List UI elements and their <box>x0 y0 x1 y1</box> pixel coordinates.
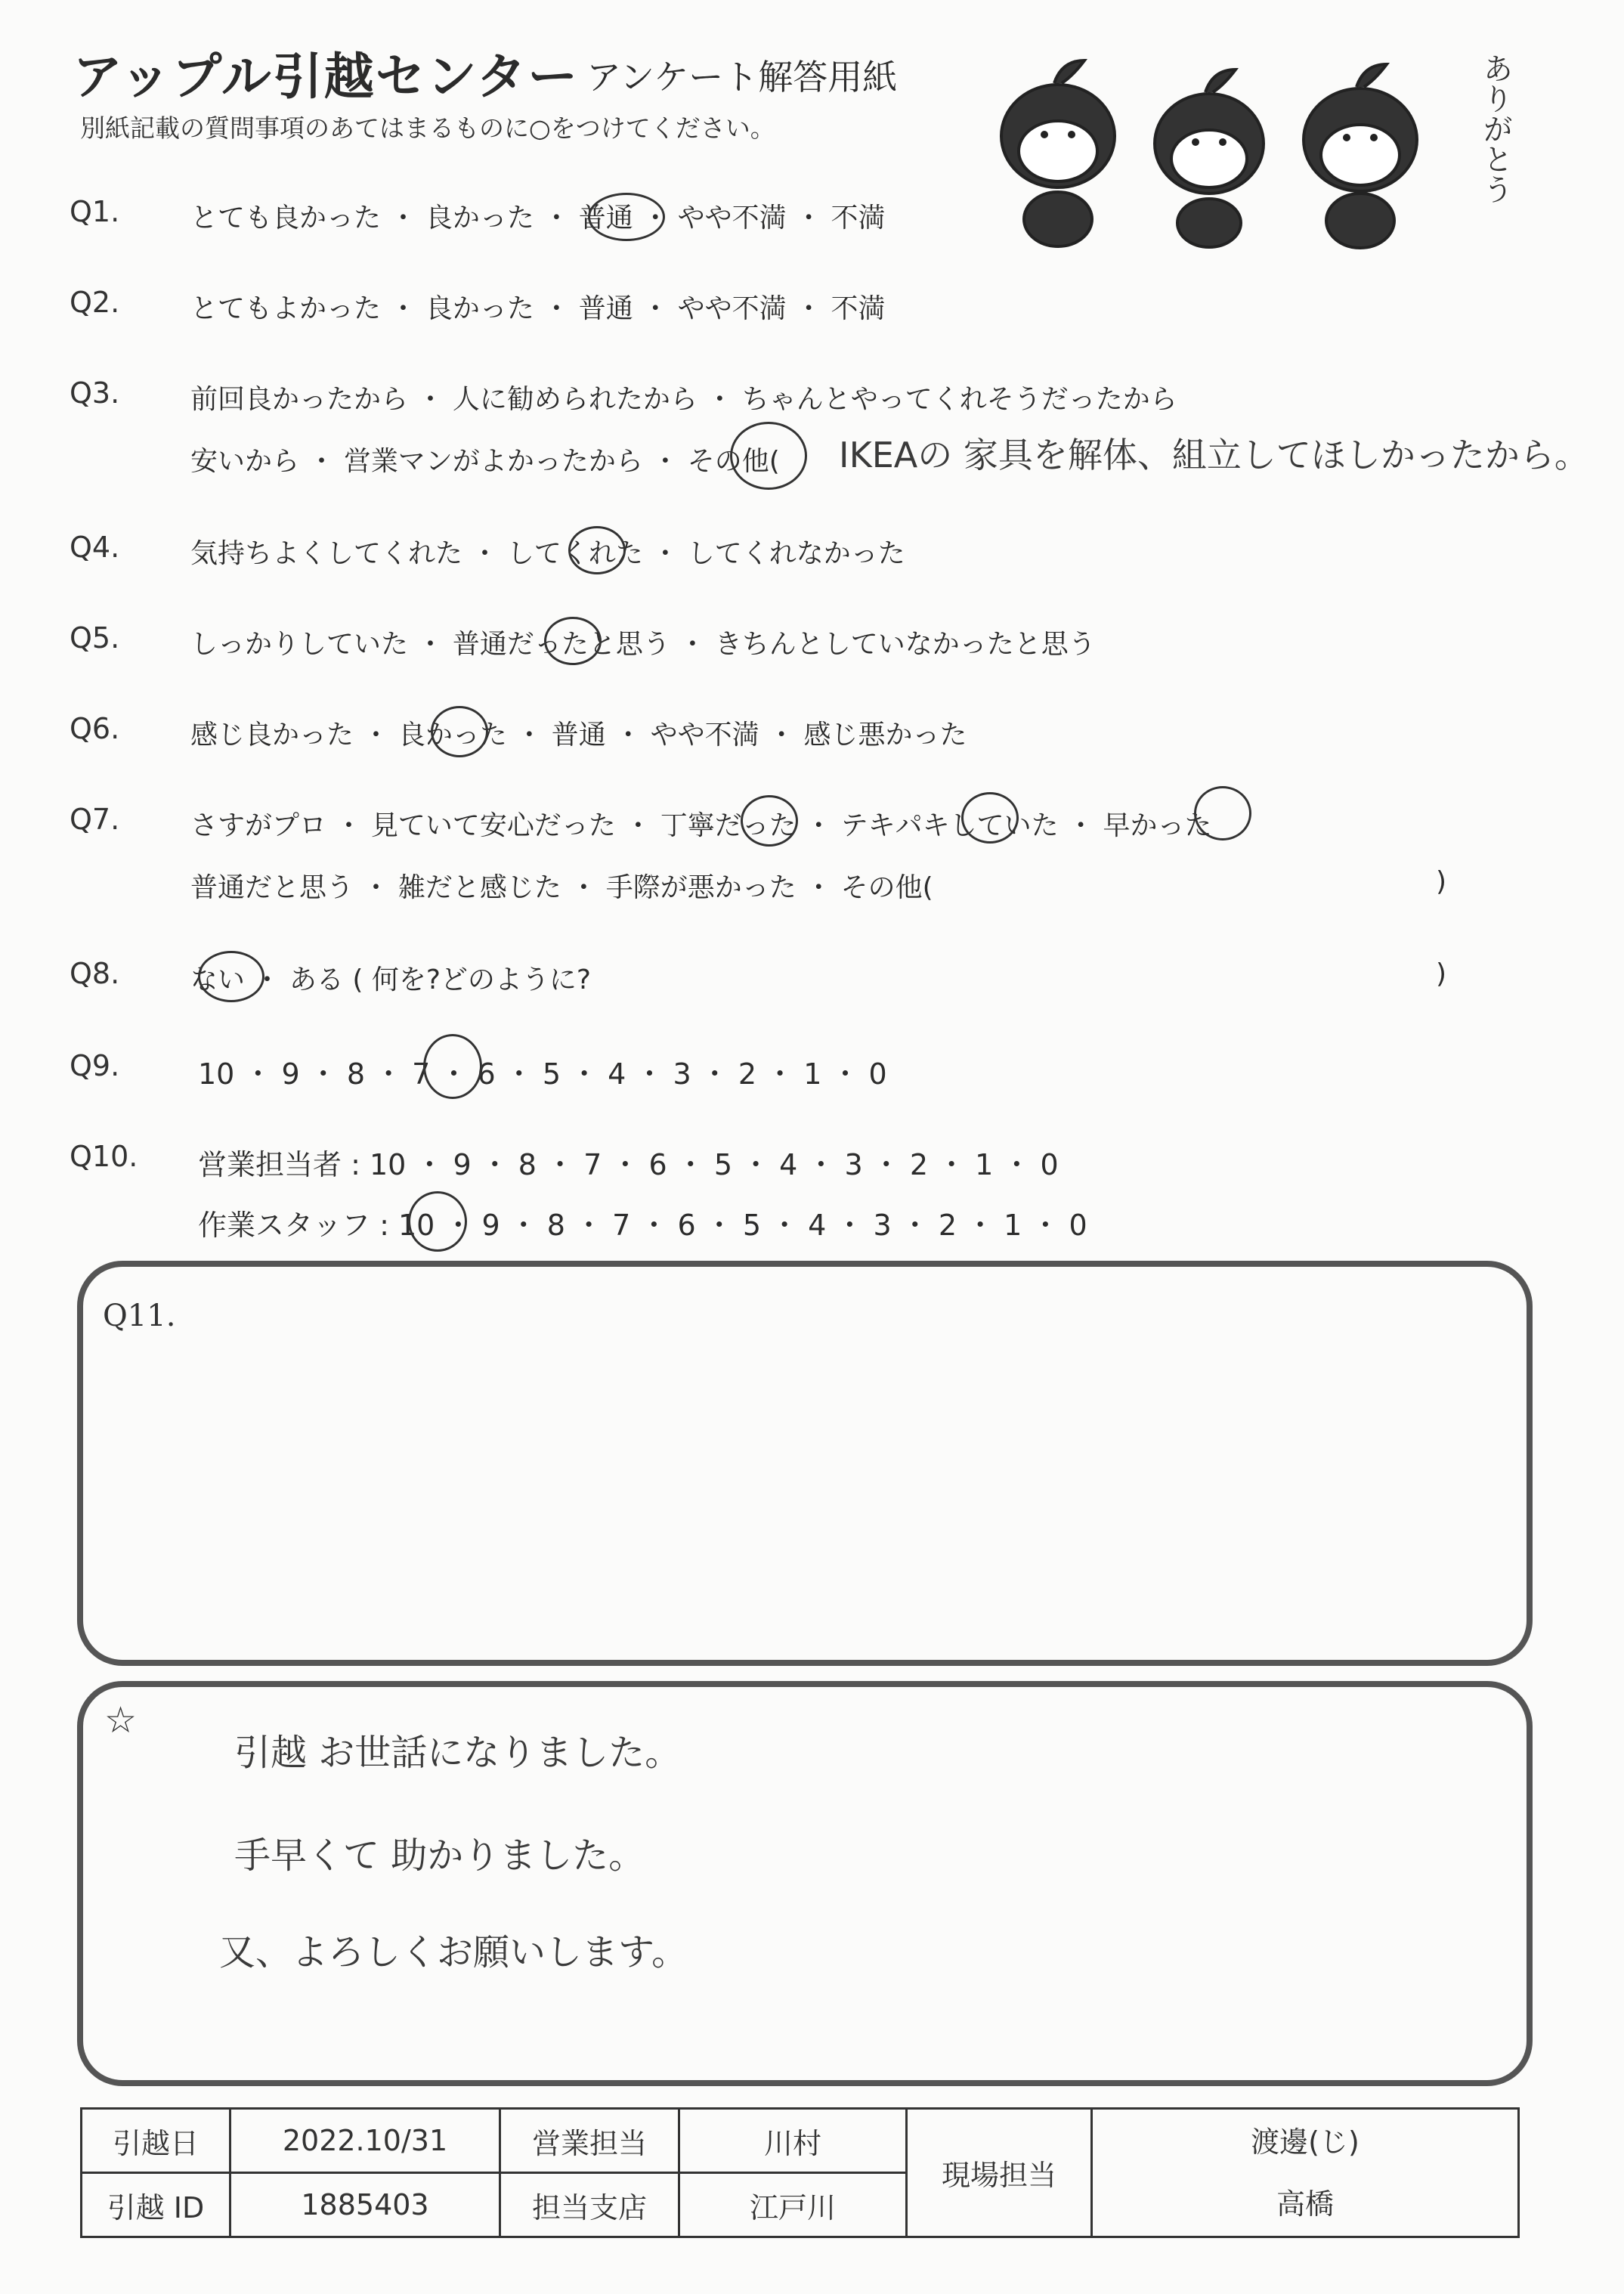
q5-label: Q5. <box>70 621 120 655</box>
site-staff-name-1: 渡邊(じ) <box>1251 2125 1360 2159</box>
q10-staff-answer-circle <box>408 1191 467 1252</box>
survey-title: アップル引越センター <box>73 48 580 106</box>
q6-answer-circle <box>431 706 488 757</box>
q7-options-line2: 普通だと思う ・ 雑だと感じた ・ 手際が悪かった ・ その他( <box>190 872 933 903</box>
q4-answer-circle <box>568 526 626 574</box>
q3-options-line2: 安いから ・ 営業マンがよかったから ・ その他( <box>190 446 780 477</box>
q10-sales-options: 営業担当者 : 10 ・ 9 ・ 8 ・ 7 ・ 6 ・ 5 ・ 4 ・ 3 ・ 2 ・ 1 ・ 0 <box>198 1148 1059 1181</box>
q1-options: とても良かった ・ 良かった ・ 普通 ・ やや不満 ・ 不満 <box>190 203 886 234</box>
q5-answer-circle <box>544 617 602 665</box>
site-staff-name-2: 高橋 <box>1276 2187 1334 2221</box>
q7-line2-close-paren: ) <box>1436 866 1447 897</box>
q2-label: Q2. <box>70 286 120 319</box>
comment-line-2: 手早くて 助かりました。 <box>234 1834 645 1877</box>
move-id-value: 1885403 <box>230 2173 500 2237</box>
thank-you-text: ありがとう <box>1478 53 1513 204</box>
q8-answer-circle <box>198 951 264 1002</box>
q5-options: しっかりしていた ・ 普通だったと思う ・ きちんとしていなかったと思う <box>190 629 1096 660</box>
q7-answer-circle-3 <box>1194 786 1251 841</box>
q10-label: Q10. <box>70 1140 138 1173</box>
q8-label: Q8. <box>70 957 120 990</box>
q10-staff-options: 作業スタッフ : 10 ・ 9 ・ 8 ・ 7 ・ 6 ・ 5 ・ 4 ・ 3 ・ 2 ・ 1 ・ 0 <box>198 1209 1087 1242</box>
q3-options-line1: 前回良かったから ・ 人に勧められたから ・ ちゃんとやってくれそうだったから <box>190 384 1177 415</box>
branch-value: 江戸川 <box>679 2173 907 2237</box>
branch-label: 担当支店 <box>500 2173 679 2237</box>
q6-options: 感じ良かった ・ 良かった ・ 普通 ・ やや不満 ・ 感じ悪かった <box>190 720 967 751</box>
q7-options-line1: さすがプロ ・ 見ていて安心だった ・ 丁寧だった ・ テキパキしていた ・ 早かった <box>190 810 1212 841</box>
q7-answer-circle-1 <box>741 795 798 847</box>
comment-line-3: 又、よろしくお願いします。 <box>219 1931 688 1974</box>
q11-comment-box <box>77 1261 1533 1666</box>
q1-answer-circle <box>588 193 665 241</box>
q4-label: Q4. <box>70 531 120 564</box>
site-staff-label: 現場担当 <box>907 2109 1092 2237</box>
q7-answer-circle-2 <box>961 792 1019 844</box>
q3-handwritten-answer: IKEAの 家具を解体、組立してほしかったから。 <box>839 435 1589 475</box>
q1-label: Q1. <box>70 195 120 228</box>
sales-rep-label: 営業担当 <box>500 2109 679 2173</box>
move-info-table <box>80 2107 1520 2238</box>
instruction-text: 別紙記載の質問事項のあてはまるものに○をつけてください。 <box>80 113 775 143</box>
q9-answer-circle <box>423 1034 482 1099</box>
q2-options: とてもよかった ・ 良かった ・ 普通 ・ やや不満 ・ 不満 <box>190 293 886 324</box>
q11-label: Q11. <box>103 1299 176 1333</box>
q8-options: ない ・ ある ( 何を?どのように? <box>190 964 592 995</box>
sales-rep-value: 川村 <box>679 2109 907 2173</box>
q7-label: Q7. <box>70 803 120 836</box>
survey-subtitle: アンケート解答用紙 <box>586 57 898 98</box>
move-id-label: 引越 ID <box>82 2173 230 2237</box>
q3-answer-circle <box>730 422 807 490</box>
q6-label: Q6. <box>70 712 120 745</box>
q9-label: Q9. <box>70 1049 120 1082</box>
star-marker: ☆ <box>104 1699 138 1741</box>
q9-options: 10 ・ 9 ・ 8 ・ 7 ・ 6 ・ 5 ・ 4 ・ 3 ・ 2 ・ 1 ・ 0 <box>198 1057 887 1091</box>
comment-line-1: 引越 お世話になりました。 <box>234 1732 682 1774</box>
move-date-value: 2022.10/31 <box>230 2109 500 2173</box>
q8-close-paren: ) <box>1436 958 1447 989</box>
site-staff-value <box>1092 2109 1519 2237</box>
move-date-label: 引越日 <box>82 2109 230 2173</box>
mascot-illustration <box>990 45 1459 249</box>
q4-options: 気持ちよくしてくれた ・ してくれた ・ してくれなかった <box>190 538 905 569</box>
q3-label: Q3. <box>70 376 120 410</box>
